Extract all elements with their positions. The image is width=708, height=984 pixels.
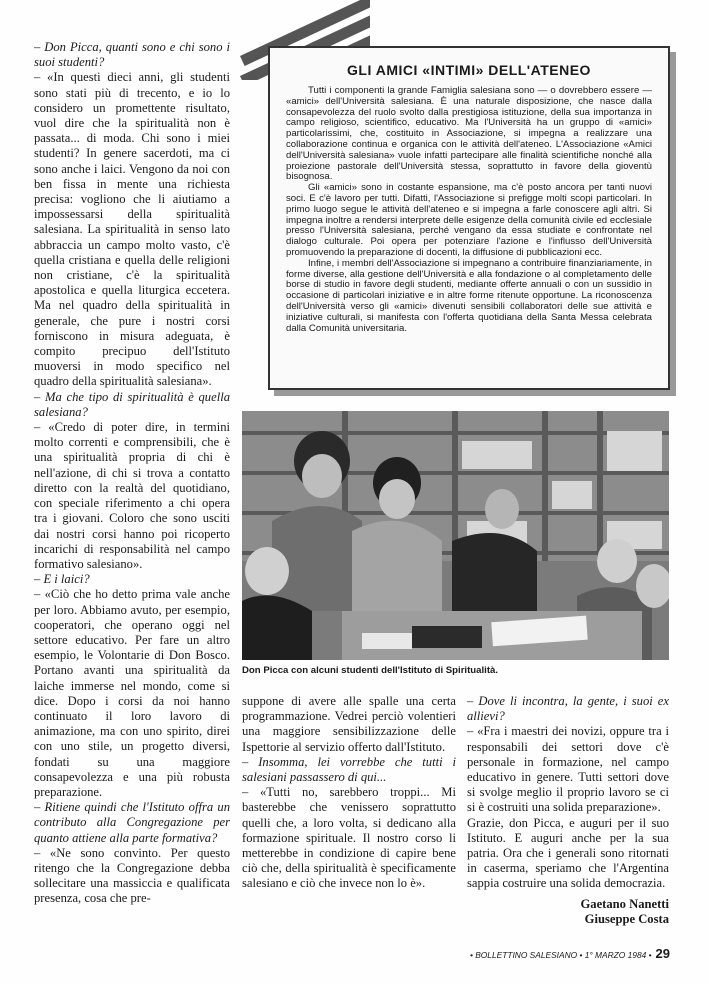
answer: – «Tutti no, sarebbero troppi... Mi basterebbe che venissero soprattutto quelli che, a loro volta, si dedicano alla formazione spirituale. Il nostro corso li metterebbe in condizione di capire bene ciò che, della spiritualità è specificamente salesiano e ciò che invece non lo è». bbox=[242, 785, 456, 891]
author-signature: Gaetano Nanetti bbox=[580, 896, 669, 911]
answer: – «In questi dieci anni, gli studenti sono stati più di trecento, e io lo considero un promettente risultato, vuol dire che la spiritualità non è passata... di moda. Chi sono i miei studenti? In genere sacerdoti, ma ci sono anche i laici. Vengono da noi con ben fissa in mente una richiesta precisa: vogliono che li aiutiamo a impossessarsi della spiritualità salesiana. La spiritualità in senso lato abbraccia un campo molto vasto, c'è quella cristiana e quella delle religioni non cristiane, c'è la spiritualità apostolica e quella liturgica eccetera. Ma nel quadro della spiritualità in generale, che pure i nostri corsi forniscono in misura adeguata, è compito precipuo dell'Istituto muoversi in modo specifico nel quadro della spiritualità salesiana». bbox=[34, 70, 230, 389]
photo bbox=[242, 411, 669, 660]
question: – Ma che tipo di spiritualità è quella salesiana? bbox=[34, 389, 230, 419]
page-footer bbox=[452, 946, 670, 961]
question: – Dove li incontra, la gente, i suoi ex allievi? bbox=[467, 694, 669, 724]
sidebar-box bbox=[268, 46, 670, 390]
question: – Don Picca, quanti sono e chi sono i suoi studenti? bbox=[34, 40, 230, 70]
answer: – «Credo di poter dire, in termini molto correnti e comprensibili, che è una spiritualità propria di chi è nell'azione, di chi si trova a contatto diretto con la realtà del quotidiano, con speciale riferimento a chi opera tra i giovani. Coloro che sono usciti dai nostri corsi hanno poi ricoperto incarichi di responsabilità nel campo formativo salesiano». bbox=[34, 420, 230, 571]
answer: – «Ne sono convinto. Per questo ritengo che la Congregazione debba sollecitare una massiccia e qualificata presenza, cosa che pre- bbox=[34, 845, 230, 906]
photo-image bbox=[242, 411, 669, 660]
article-column-right bbox=[467, 694, 669, 927]
box-paragraph: Infine, i membri dell'Associazione si impegnano a contribuire finanziariamente, in forme diverse, alla gestione dell'Università e alla fondazione o al completamento delle borse di studio in favore degli studenti, mediante offerte annuali o con un sussidio in occasione di particolari iniziative e in altre forme ritenute opportune. La riconoscenza dell'Università verso gli «amici» divenuti sensibili collaboratori delle sue attività e iniziative culturali, si manifesta con l'offerta quotidiana della Santa Messa celebrata dalla Comunità universitaria. bbox=[286, 257, 652, 334]
page-number: 29 bbox=[655, 946, 670, 961]
box-body bbox=[270, 86, 668, 334]
author-signature: Giuseppe Costa bbox=[584, 911, 669, 926]
answer: suppone di avere alle spalle una certa programmazione. Vedrei perciò volentieri una maggiore sensibilizzazione delle Ispettorie al servizio offerto dall'Istituto. bbox=[242, 694, 456, 754]
box-paragraph: Gli «amici» sono in costante espansione, ma c'è posto ancora per tanti nuovi soci. E c'è lavoro per tutti. Difatti, l'Associazione si prefigge molti scopi particolari. In primo luogo segue le attività dell'ateneo e si impegna a farle conoscere agli altri. Si impegna inoltre a rendersi interprete delle esigenze della comunità civile ed ecclesiale presso l'Università salesiana, perché vengano da essa studiate e confrontate nel dialogo culturale. Poi opera per potenziare l'azione e l'influsso dell'Università promuovendo la preparazione di docenti, la diffusione di pubblicazioni ecc. bbox=[286, 182, 652, 258]
photo-caption: Don Picca con alcuni studenti dell'Istituto di Spiritualità. bbox=[242, 665, 499, 676]
box-paragraph: Tutti i componenti la grande Famiglia salesiana sono — o dovrebbero essere — «amici» dell'Università salesiana. È una naturale disposizione, che nasce dalla consapevolezza del ruolo svolto dalla prestigiosa istituzione, della sua importanza in campo religioso, scientifico, educativo. Ma l'Università ha un gruppo di «amici» particolarissimi, che, costituito in Associazione, si impegna a realizzare una collaborazione continua e organica con le attività dell'ateneo. L'Associazione «Amici dell'Università salesiana» vuole infatti partecipare alle finalità scientifiche nonché alla proiezione pastorale dell'Università stessa, soprattutto in favore della gioventù bisognosa. bbox=[286, 85, 652, 183]
question: – E i laici? bbox=[34, 572, 90, 587]
question: – Insomma, lei vorrebbe che tutti i salesiani passassero di qui... bbox=[242, 754, 456, 785]
answer: – «Ciò che ho detto prima vale anche per loro. Abbiamo avuto, per esempio, cooperatori, che operano oggi nel settore educativo. Per fare un altro esempio, le Volontarie di Don Bosco. Portano avanti una spiritualità da laiche immerse nel mondo, come si dice. Dopo i corsi da noi hanno continuato il loro lavoro di animazione, ma con uno spirito, direi con uno stile, un progetto diversi, fondati su una maggiore consapevolezza e una più robusta preparazione. bbox=[34, 587, 230, 799]
answer: – «Fra i maestri dei novizi, oppure tra i responsabili dei settori dove c'è personale in formazione, nel campo educativo in genere. Tutti settori dove si svolge meglio il proprio lavoro se ci si è costruiti una solida preparazione». bbox=[467, 724, 669, 815]
article-column-middle bbox=[242, 694, 456, 892]
question: – Ritiene quindi che l'Istituto offra un contributo alla Congregazione per quanto attiene alla parte formativa? bbox=[34, 800, 230, 845]
box-title: GLI AMICI «INTIMI» DELL'ATENEO bbox=[347, 62, 591, 78]
footer-publication: • BOLLETTINO SALESIANO • 1° MARZO 1984 • bbox=[469, 950, 652, 960]
closing-paragraph: Grazie, don Picca, e auguri per il suo Istituto. E auguri anche per la sua patria. Ora che i generali sono ritornati in caserma, speriamo che l'Argentina sappia costruire una solida democrazia. bbox=[467, 815, 669, 891]
article-column-left bbox=[34, 40, 230, 907]
